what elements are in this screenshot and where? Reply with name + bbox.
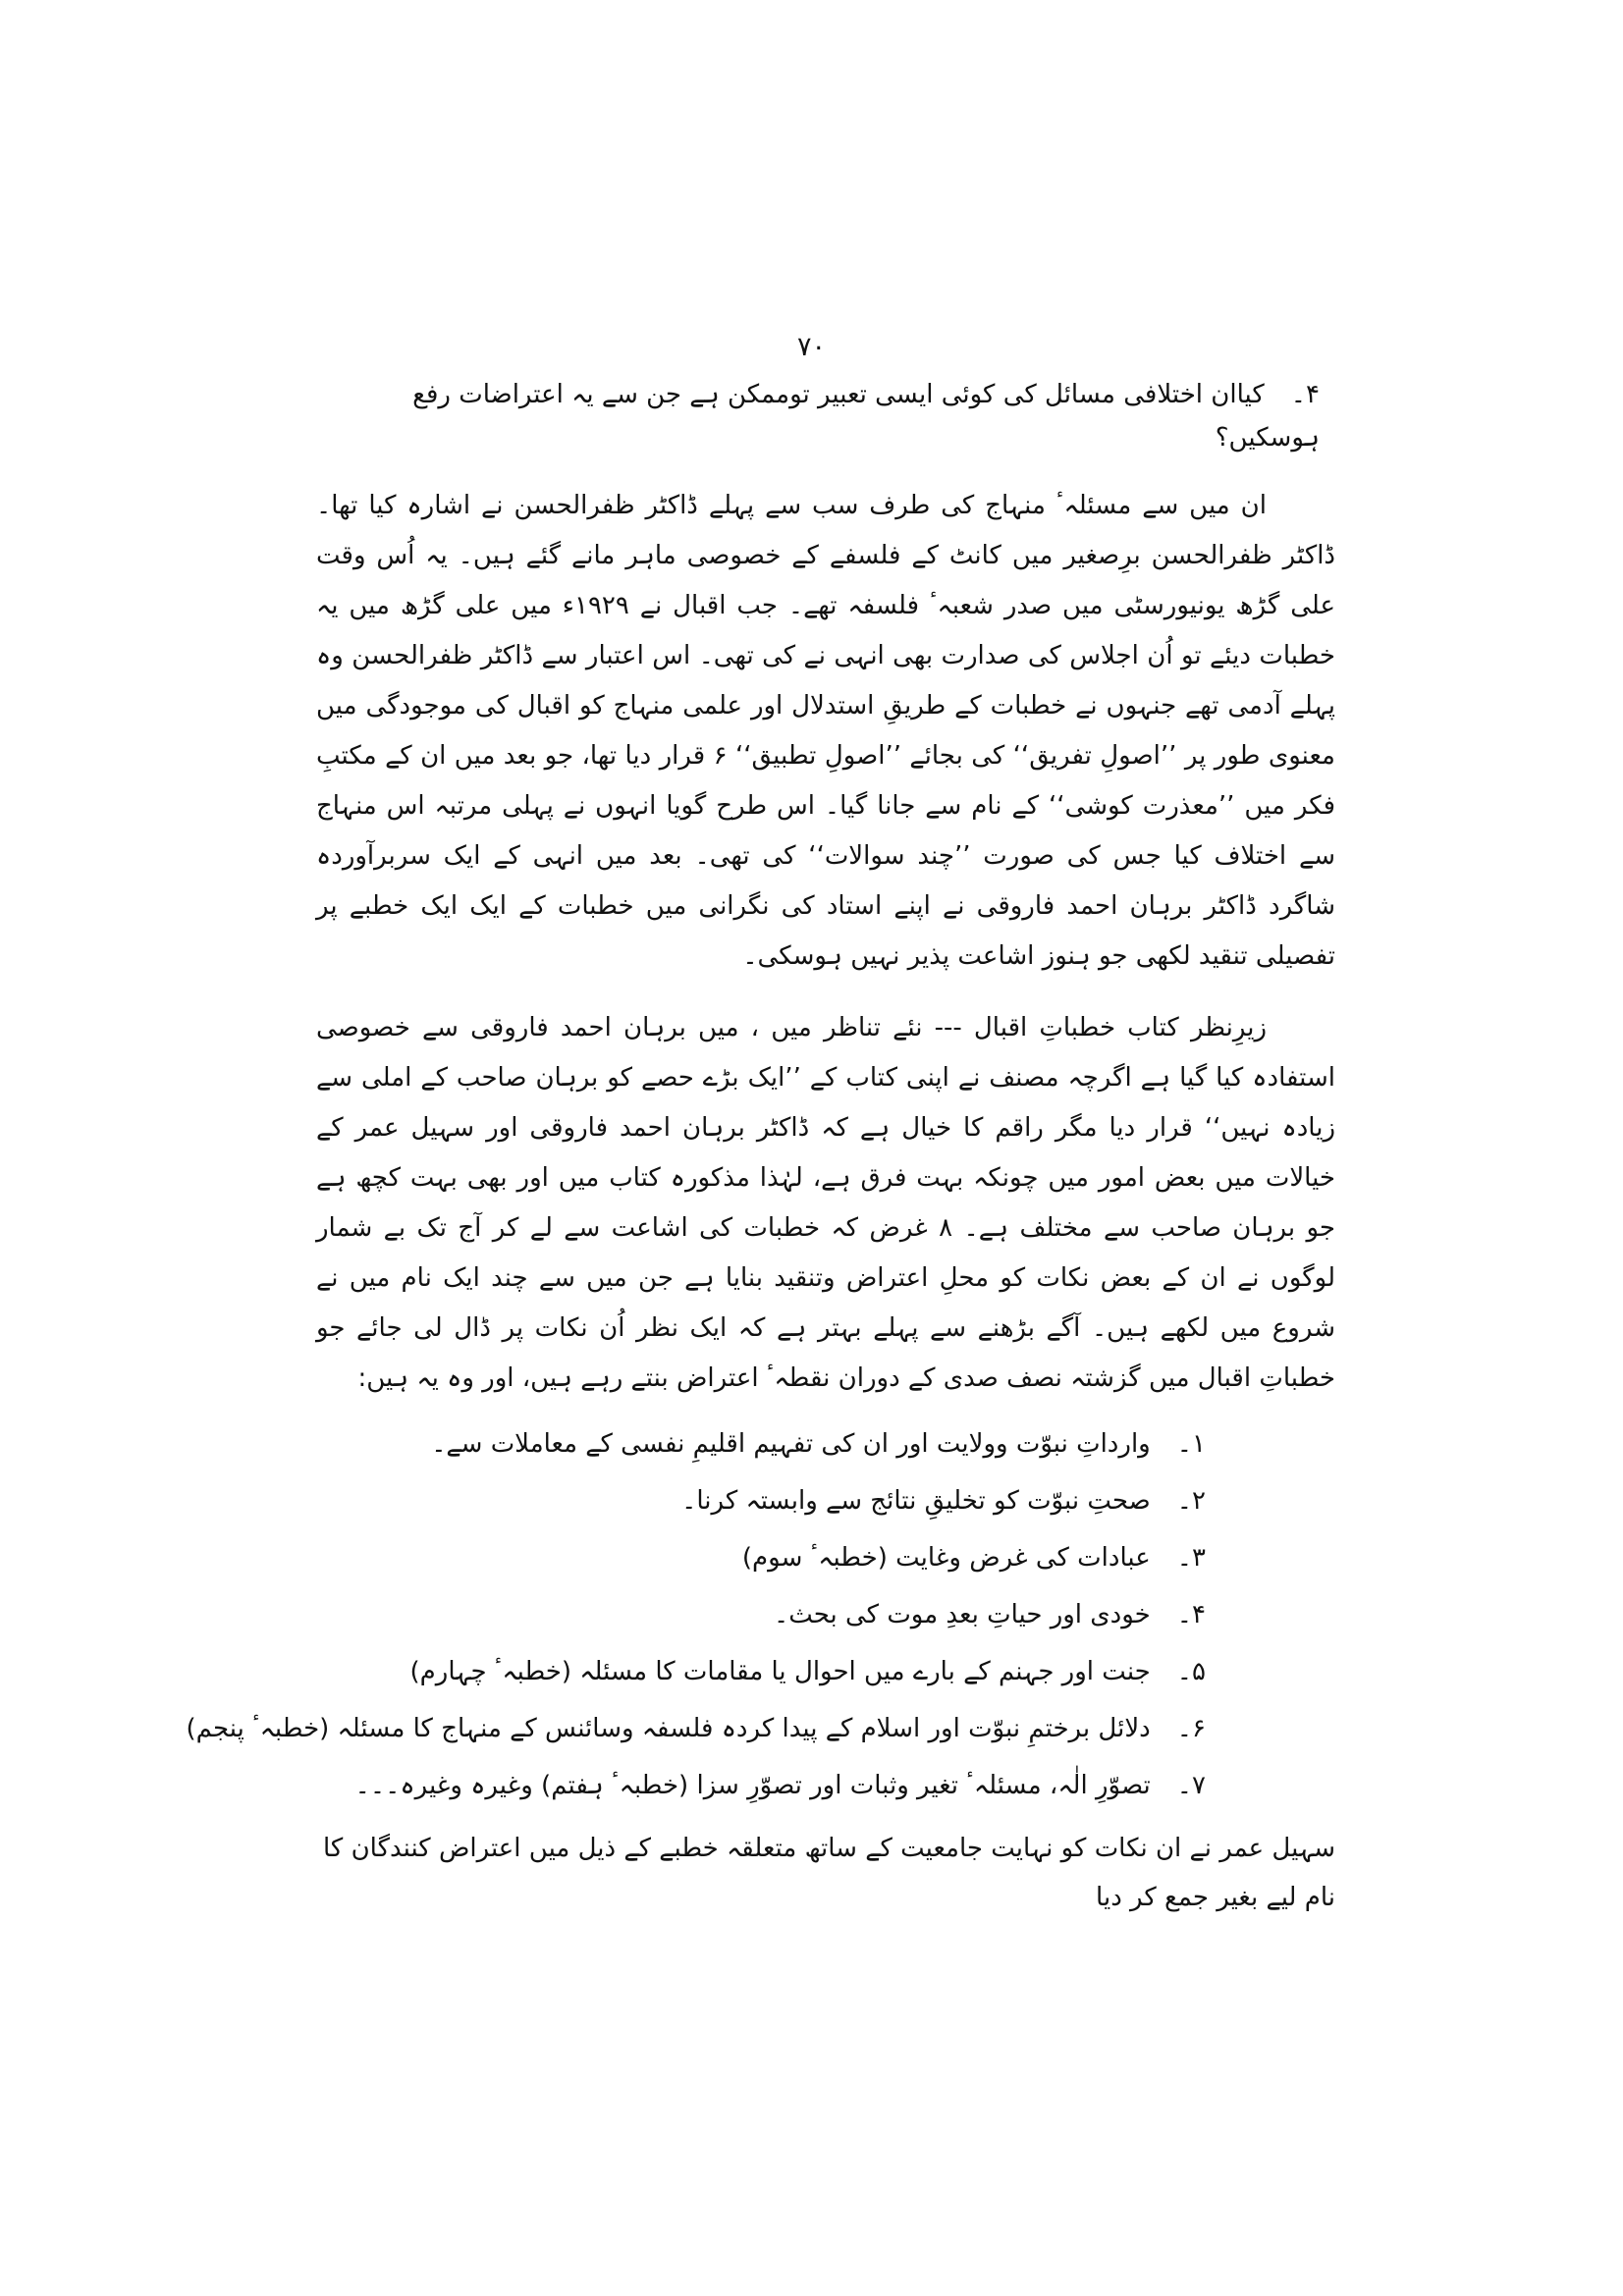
list-item-number: ۳۔ [1176, 1543, 1206, 1573]
list-item-number: ۶۔ [1176, 1714, 1206, 1743]
list-item [316, 1472, 1206, 1529]
list-item-number: ۱۔ [1176, 1429, 1206, 1459]
objections-list [186, 1415, 1335, 1814]
page-body [186, 373, 1335, 1922]
question-line [316, 373, 1335, 459]
list-item-text: صحتِ نبوّت کو تخلیقِ نتائج سے وابستہ کرنا۔ [681, 1486, 1151, 1516]
list-item [186, 1700, 1206, 1757]
list-item [316, 1643, 1206, 1700]
list-item [316, 1757, 1206, 1814]
list-item-number: ۷۔ [1176, 1771, 1206, 1800]
list-item-text: عبادات کی غرض وغایت (خطبہٴ سوم) [741, 1543, 1151, 1573]
list-item-text: تصوّرِ الٰہ، مسئلہٴ تغیر وثبات اور تصوّرِ سزا (خطبہٴ ہفتم) وغیرہ وغیرہ۔۔۔ [354, 1771, 1151, 1800]
page-number: ۷۰ [796, 332, 826, 362]
list-item-text: خودی اور حیاتِ بعدِ موت کی بحث۔ [773, 1600, 1151, 1629]
question-number: ۴۔ [1290, 380, 1320, 409]
list-item-text: دلائل برختمِ نبوّت اور اسلام کے پیدا کردہ فلسفہ وسائنس کے منہاج کا مسئلہ (خطبہٴ پنجم) [186, 1714, 1151, 1743]
list-item-number: ۴۔ [1176, 1600, 1206, 1629]
paragraph-1: ان میں سے مسئلہٴ منہاج کی طرف سب سے پہلے ڈاکٹر ظفرالحسن نے اشارہ کیا تھا۔ ڈاکٹر ظفرالحسن برِصغیر میں کانٹ کے فلسفے کے خصوصی ماہر مانے گئے ہیں۔ یہ اُس وقت علی گڑھ یونیورسٹی میں صدر شعبہٴ فلسفہ تھے۔ جب اقبال نے ۱۹۲۹ء میں علی گڑھ میں یہ خطبات دیئے تو اُن اجلاس کی صدارت بھی انہی نے کی تھی۔ اس اعتبار سے ڈاکٹر ظفرالحسن وہ پہلے آدمی تھے جنہوں نے خطبات کے طریقِ استدلال اور علمی منہاج کو اقبال کی موجودگی میں معنوی طور پر ’’اصولِ تفریق‘‘ کی بجائے ’’اصولِ تطبیق‘‘ ۶ قرار دیا تھا، جو بعد میں ان کے مکتبِ فکر میں ’’معذرت کوشی‘‘ کے نام سے جانا گیا۔ اس طرح گویا انہوں نے پہلی مرتبہ اس منہاج سے اختلاف کیا جس کی صورت ’’چند سوالات‘‘ کی تھی۔ بعد میں انہی کے ایک سربرآوردہ شاگرد ڈاکٹر برہان احمد فاروقی نے اپنے استاد کی نگرانی میں خطبات کے ایک ایک خطبے پر تفصیلی تنقید لکھی جو ہنوز اشاعت پذیر نہیں ہوسکی۔ [316, 491, 1335, 971]
list-item-number: ۲۔ [1176, 1486, 1206, 1516]
list-item-number: ۵۔ [1176, 1657, 1206, 1686]
list-item [316, 1586, 1206, 1643]
list-item [316, 1415, 1206, 1472]
list-item-text: وارداتِ نبوّت وولایت اور ان کی تفہیم اقلیمِ نفسی کے معاملات سے۔ [431, 1429, 1151, 1459]
list-item-text: جنت اور جہنم کے بارے میں احوال یا مقامات کا مسئلہ (خطبہٴ چہارم) [409, 1657, 1151, 1686]
list-item [316, 1529, 1206, 1586]
closing-line: سہیل عمر نے ان نکات کو نہایت جامعیت کے ساتھ متعلقہ خطبے کے ذیل میں اعتراض کنندگان کا نام لیے بغیر جمع کر دیا [323, 1834, 1335, 1912]
paragraph-2: زیرِنظر کتاب خطباتِ اقبال --- نئے تناظر میں ، میں برہان احمد فاروقی سے خصوصی استفادہ کیا گیا ہے اگرچہ مصنف نے اپنی کتاب کے ’’ایک بڑے حصے کو برہان صاحب کے املی سے زیادہ نہیں‘‘ قرار دیا مگر راقم کا خیال ہے کہ ڈاکٹر برہان احمد فاروقی اور سہیل عمر کے خیالات میں بعض امور میں چونکہ بہت فرق ہے، لہٰذا مذکورہ کتاب میں اور بھی بہت کچھ ہے جو برہان صاحب سے مختلف ہے۔ ۸ غرض کہ خطبات کی اشاعت سے لے کر آج تک بے شمار لوگوں نے ان کے بعض نکات کو محلِ اعتراض وتنقید بنایا ہے جن میں سے چند ایک نام میں نے شروع میں لکھے ہیں۔ آگے بڑھنے سے پہلے بہتر ہے کہ ایک نظر اُن نکات پر ڈال لی جائے جو خطباتِ اقبال میں گزشتہ نصف صدی کے دوران نقطہٴ اعتراض بنتے رہے ہیں، اور وہ یہ ہیں: [316, 1013, 1335, 1393]
question-text: کیاان اختلافی مسائل کی کوئی ایسی تعبیر توممکن ہے جن سے یہ اعتراضات رفع ہوسکیں؟ [412, 380, 1320, 453]
